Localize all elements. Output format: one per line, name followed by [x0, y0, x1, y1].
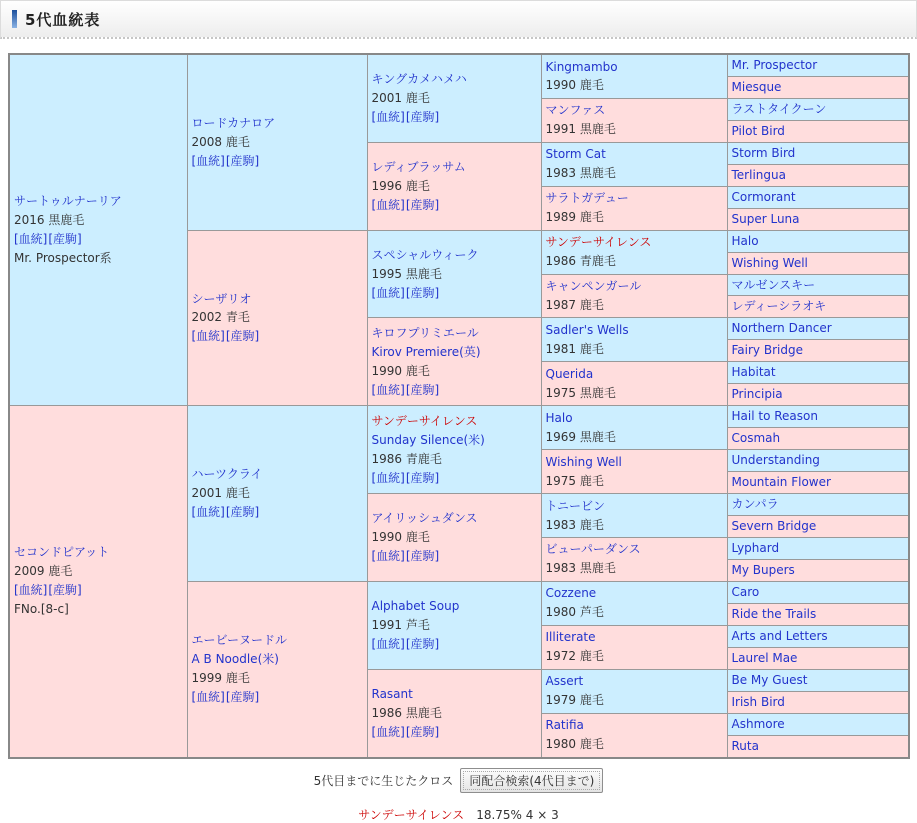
- blood-link[interactable]: [血統]: [371, 382, 405, 397]
- pedigree-cell-gen4: [541, 625, 727, 669]
- pedigree-cell-gen1: [9, 406, 187, 758]
- blood-link[interactable]: [血統]: [191, 690, 225, 705]
- cell-links: [192, 688, 365, 707]
- pedigree-cell-gen5: [727, 559, 909, 581]
- extra-info-text: FNo.[8-c]: [14, 602, 69, 617]
- pedigree-cell-gen4: [541, 362, 727, 406]
- pedigree-cell-gen5: [727, 76, 909, 98]
- offspring-link[interactable]: [産駒]: [225, 505, 260, 520]
- offspring-link[interactable]: [産駒]: [48, 232, 82, 247]
- pedigree-cell-gen5: [727, 164, 909, 186]
- cell-links: [372, 196, 539, 215]
- pedigree-cell-gen4: [541, 274, 727, 318]
- blood-link[interactable]: [血統]: [371, 724, 405, 739]
- offspring-link[interactable]: [産駒]: [405, 382, 440, 397]
- pedigree-cell-gen5: [727, 384, 909, 406]
- horse-name-link[interactable]: Be My Guest: [731, 672, 808, 687]
- blood-link[interactable]: [血統]: [14, 583, 48, 598]
- horse-name-link[interactable]: Rasant: [371, 686, 413, 701]
- pedigree-cell-gen4: [541, 186, 727, 230]
- pedigree-cell-gen5: [727, 428, 909, 450]
- horse-name-link[interactable]: セコンドピアット: [14, 545, 110, 560]
- year-coat-text: 2016 黒鹿毛: [14, 213, 85, 228]
- year-coat-text: 1986 青鹿毛: [371, 451, 442, 466]
- horse-name-link[interactable]: Fairy Bridge: [731, 343, 803, 358]
- horse-name-link[interactable]: Cozzene: [545, 586, 597, 601]
- horse-name-link[interactable]: ハーツクライ: [191, 467, 263, 482]
- pedigree-cell-gen5: [727, 494, 909, 516]
- section-header: [0, 0, 917, 39]
- year-coat-text: 1983 鹿毛: [545, 517, 604, 532]
- pedigree-cell-gen4: [541, 54, 727, 98]
- pedigree-cell-gen5: [727, 120, 909, 142]
- horse-name-link[interactable]: Sadler's Wells: [545, 322, 629, 337]
- year-coat-text: 1983 黒鹿毛: [545, 561, 616, 576]
- horse-name-link[interactable]: Pilot Bird: [731, 123, 785, 138]
- horse-name-link[interactable]: Caro: [731, 584, 760, 599]
- horse-name-link[interactable]: トニービン: [545, 498, 606, 513]
- year-coat-text: 1979 鹿毛: [545, 693, 604, 708]
- year-coat-text: 1991 黒鹿毛: [545, 122, 616, 137]
- horse-name-link[interactable]: Cosmah: [731, 431, 781, 446]
- horse-name-link[interactable]: Halo: [545, 410, 573, 425]
- extra-info-text: Mr. Prospector系: [14, 251, 112, 266]
- cross-label: 5代目までに生じたクロス: [313, 773, 454, 788]
- year-coat-text: 1986 黒鹿毛: [371, 705, 442, 720]
- year-coat-text: 1989 鹿毛: [545, 210, 604, 225]
- horse-name-link[interactable]: Kingmambo: [545, 59, 618, 74]
- year-coat-text: 2008 鹿毛: [191, 134, 250, 149]
- pedigree-cell-gen3: [367, 581, 541, 669]
- cell-links: [372, 469, 539, 488]
- pedigree-cell-gen5: [727, 669, 909, 691]
- horse-name-link[interactable]: Ratifia: [545, 718, 584, 733]
- pedigree-cell-gen5: [727, 537, 909, 559]
- pedigree-cell-gen3: [367, 406, 541, 494]
- horse-name-link[interactable]: Mr. Prospector: [731, 58, 818, 72]
- year-coat-text: 1999 鹿毛: [191, 671, 250, 686]
- horse-name-en-link[interactable]: A B Noodle(米): [191, 652, 279, 667]
- horse-name-link[interactable]: Miesque: [731, 79, 782, 94]
- horse-name-link[interactable]: Querida: [545, 366, 594, 381]
- offspring-link[interactable]: [産駒]: [225, 329, 260, 344]
- horse-name-link[interactable]: Habitat: [731, 365, 776, 380]
- horse-name-link[interactable]: Ashmore: [731, 716, 785, 731]
- offspring-link[interactable]: [産駒]: [405, 285, 440, 300]
- pedigree-cell-gen1: [9, 54, 187, 406]
- pedigree-cell-gen5: [727, 516, 909, 538]
- pedigree-cell-gen2: [187, 406, 367, 582]
- horse-name-link[interactable]: My Bupers: [731, 562, 795, 577]
- horse-name-link[interactable]: Lyphard: [731, 540, 780, 555]
- pedigree-table-body: [9, 54, 909, 758]
- cell-links: [14, 230, 185, 249]
- pedigree-cell-gen4: [541, 669, 727, 713]
- horse-name-link[interactable]: Irish Bird: [731, 694, 785, 709]
- same-mating-search-button[interactable]: 同配合検索(4代目まで): [460, 768, 603, 793]
- pedigree-cell-gen4: [541, 230, 727, 274]
- horse-name-link[interactable]: Halo: [731, 233, 759, 248]
- horse-name-en-link[interactable]: Kirov Premiere(英): [371, 344, 481, 359]
- year-coat-text: 1981 鹿毛: [545, 341, 604, 356]
- year-coat-text: 1990 鹿毛: [371, 529, 430, 544]
- pedigree-cell-gen5: [727, 186, 909, 208]
- year-coat-text: 1995 黒鹿毛: [371, 266, 442, 281]
- pedigree-cell-gen4: [541, 142, 727, 186]
- cell-links: [372, 635, 539, 654]
- pedigree-cell-gen5: [727, 142, 909, 164]
- horse-name-link[interactable]: Ride the Trails: [731, 606, 817, 621]
- cell-links: [192, 327, 365, 346]
- offspring-link[interactable]: [産駒]: [405, 724, 440, 739]
- horse-name-link[interactable]: エービーヌードル: [191, 633, 288, 648]
- offspring-link[interactable]: [産駒]: [405, 109, 440, 124]
- pedigree-cell-gen4: [541, 98, 727, 142]
- horse-name-link[interactable]: サンデーサイレンス: [545, 235, 652, 250]
- pedigree-cell-gen5: [727, 208, 909, 230]
- cross-horse-link[interactable]: サンデーサイレンス: [358, 807, 465, 822]
- pedigree-cell-gen2: [187, 54, 367, 230]
- offspring-link[interactable]: [産駒]: [405, 470, 440, 485]
- year-coat-text: 1987 鹿毛: [545, 297, 604, 312]
- horse-name-link[interactable]: Super Luna: [731, 211, 800, 226]
- blood-link[interactable]: [血統]: [191, 505, 225, 520]
- horse-name-link[interactable]: サラトガデュー: [545, 191, 629, 206]
- cell-links: [14, 581, 185, 600]
- pedigree-cell-gen4: [541, 537, 727, 581]
- pedigree-cell-gen2: [187, 230, 367, 406]
- pedigree-cell-gen5: [727, 713, 909, 735]
- horse-name-link[interactable]: Storm Cat: [545, 147, 606, 162]
- horse-name-link[interactable]: Laurel Mae: [731, 650, 798, 665]
- pedigree-cell-gen2: [187, 581, 367, 757]
- pedigree-cell-gen3: [367, 142, 541, 230]
- horse-name-link[interactable]: アイリッシュダンス: [371, 511, 478, 526]
- horse-name-link[interactable]: Ruta: [731, 738, 759, 753]
- pedigree-cell-gen5: [727, 472, 909, 494]
- pedigree-cell-gen3: [367, 669, 541, 757]
- horse-name-link[interactable]: キャンペンガール: [545, 279, 642, 294]
- horse-name-link[interactable]: ラストタイクーン: [731, 101, 827, 116]
- blood-link[interactable]: [血統]: [371, 636, 405, 651]
- year-coat-text: 1975 黒鹿毛: [545, 385, 616, 400]
- cross-detail: 18.75% 4 × 3: [476, 807, 559, 822]
- offspring-link[interactable]: [産駒]: [48, 583, 82, 598]
- horse-name-link[interactable]: マンファス: [545, 103, 606, 118]
- cell-links: [372, 723, 539, 742]
- offspring-link[interactable]: [産駒]: [405, 197, 440, 212]
- offspring-link[interactable]: [産駒]: [225, 690, 260, 705]
- blood-link[interactable]: [血統]: [371, 285, 405, 300]
- pedigree-cell-gen5: [727, 603, 909, 625]
- horse-name-link[interactable]: マルゼンスキー: [731, 277, 816, 292]
- year-coat-text: 1975 鹿毛: [545, 473, 604, 488]
- horse-name-link[interactable]: Arts and Letters: [731, 628, 828, 643]
- year-coat-text: 1972 鹿毛: [545, 649, 604, 664]
- pedigree-cell-gen5: [727, 230, 909, 252]
- offspring-link[interactable]: [産駒]: [405, 548, 440, 563]
- year-coat-text: 1990 鹿毛: [545, 78, 604, 93]
- cell-links: [192, 152, 365, 171]
- year-coat-text: 1986 青鹿毛: [545, 254, 616, 269]
- horse-name-link[interactable]: ビューパーダンス: [545, 542, 641, 557]
- blood-link[interactable]: [血統]: [14, 232, 48, 247]
- horse-name-link[interactable]: Wishing Well: [731, 255, 808, 270]
- pedigree-cell-gen3: [367, 494, 541, 582]
- pedigree-cell-gen4: [541, 406, 727, 450]
- pedigree-cell-gen5: [727, 450, 909, 472]
- year-coat-text: 2009 鹿毛: [14, 564, 73, 579]
- year-coat-text: 2002 青毛: [191, 310, 250, 325]
- pedigree-cell-gen3: [367, 54, 541, 142]
- cell-links: [372, 381, 539, 400]
- year-coat-text: 1996 鹿毛: [371, 178, 430, 193]
- horse-name-link[interactable]: Understanding: [731, 453, 820, 468]
- pedigree-cell-gen4: [541, 581, 727, 625]
- pedigree-cell-gen5: [727, 296, 909, 318]
- pedigree-table: [8, 53, 910, 759]
- year-coat-text: 1980 芦毛: [545, 605, 604, 620]
- cross-toolbar: [0, 768, 917, 793]
- year-coat-text: 1980 鹿毛: [545, 737, 604, 752]
- blood-link[interactable]: [血統]: [371, 470, 405, 485]
- offspring-link[interactable]: [産駒]: [225, 153, 260, 168]
- pedigree-cell-gen5: [727, 406, 909, 428]
- horse-name-link[interactable]: サートゥルナーリア: [14, 194, 122, 209]
- offspring-link[interactable]: [産駒]: [405, 636, 440, 651]
- horse-name-link[interactable]: Wishing Well: [545, 454, 622, 469]
- pedigree-cell-gen5: [727, 735, 909, 757]
- horse-name-link[interactable]: シーザリオ: [191, 291, 252, 306]
- horse-name-link[interactable]: Hail to Reason: [731, 409, 818, 424]
- blood-link[interactable]: [血統]: [191, 153, 225, 168]
- horse-name-link[interactable]: キロフプリミエール: [371, 325, 479, 340]
- pedigree-cell-gen5: [727, 625, 909, 647]
- pedigree-cell-gen5: [727, 581, 909, 603]
- horse-name-link[interactable]: Mountain Flower: [731, 475, 831, 490]
- blood-link[interactable]: [血統]: [371, 548, 405, 563]
- year-coat-text: 1990 鹿毛: [371, 363, 430, 378]
- horse-name-link[interactable]: ロードカナロア: [191, 115, 276, 130]
- pedigree-cell-gen4: [541, 713, 727, 757]
- horse-name-link[interactable]: キングカメハメハ: [371, 71, 467, 86]
- horse-name-link[interactable]: サンデーサイレンス: [371, 413, 478, 428]
- year-coat-text: 1969 黒鹿毛: [545, 429, 616, 444]
- horse-name-link[interactable]: Storm Bird: [731, 145, 796, 160]
- pedigree-cell-gen3: [367, 230, 541, 318]
- horse-name-link[interactable]: カンパラ: [731, 497, 779, 512]
- horse-name-link[interactable]: Terlingua: [731, 167, 786, 182]
- pedigree-cell-gen5: [727, 362, 909, 384]
- pedigree-cell-gen5: [727, 647, 909, 669]
- header-accent-bar-icon: [12, 10, 17, 28]
- pedigree-cell-gen4: [541, 450, 727, 494]
- blood-link[interactable]: [血統]: [371, 109, 405, 124]
- blood-link[interactable]: [血統]: [371, 197, 405, 212]
- cell-links: [192, 503, 365, 522]
- blood-link[interactable]: [血統]: [191, 329, 225, 344]
- horse-name-link[interactable]: Severn Bridge: [731, 519, 817, 534]
- pedigree-cell-gen5: [727, 274, 909, 296]
- pedigree-cell-gen5: [727, 318, 909, 340]
- year-coat-text: 2001 鹿毛: [371, 90, 430, 105]
- horse-name-link[interactable]: Principia: [731, 387, 783, 402]
- pedigree-cell-gen4: [541, 318, 727, 362]
- pedigree-cell-gen5: [727, 252, 909, 274]
- horse-name-link[interactable]: スペシャルウィーク: [371, 247, 479, 262]
- horse-name-link[interactable]: Cormorant: [731, 189, 796, 204]
- pedigree-cell-gen3: [367, 318, 541, 406]
- pedigree-cell-gen5: [727, 340, 909, 362]
- year-coat-text: 2001 鹿毛: [191, 486, 250, 501]
- page-title: 5代血統表: [25, 10, 101, 29]
- pedigree-cell-gen4: [541, 494, 727, 538]
- cross-result: [0, 806, 917, 823]
- cell-links: [372, 547, 539, 566]
- horse-name-link[interactable]: レディーシラオキ: [731, 299, 827, 314]
- pedigree-cell-gen5: [727, 691, 909, 713]
- horse-name-link[interactable]: Assert: [545, 674, 584, 689]
- cell-links: [372, 284, 539, 303]
- horse-name-en-link[interactable]: Sunday Silence(米): [371, 432, 485, 447]
- horse-name-link[interactable]: Illiterate: [545, 630, 596, 645]
- horse-name-link[interactable]: レディブラッサム: [371, 159, 466, 174]
- year-coat-text: 1991 芦毛: [371, 617, 430, 632]
- horse-name-link[interactable]: Alphabet Soup: [371, 598, 460, 613]
- pedigree-cell-gen5: [727, 98, 909, 120]
- pedigree-cell-gen5: [727, 54, 909, 76]
- horse-name-link[interactable]: Northern Dancer: [731, 321, 832, 336]
- year-coat-text: 1983 黒鹿毛: [545, 166, 616, 181]
- cell-links: [372, 108, 539, 127]
